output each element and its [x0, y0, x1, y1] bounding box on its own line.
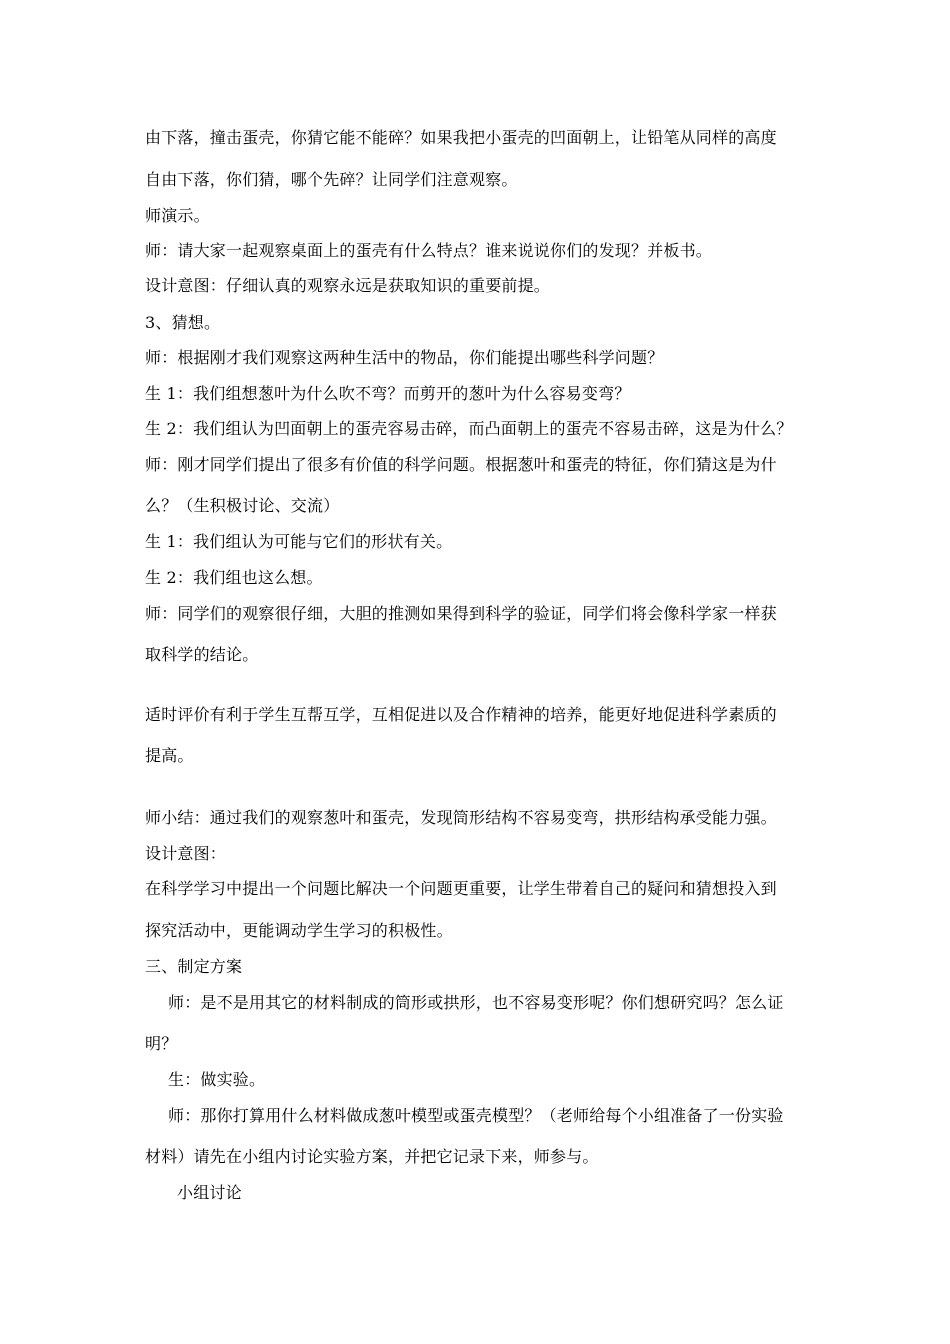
paragraph-line: 设计意图：仔细认真的观察永远是获取知识的重要前提。 — [145, 276, 551, 295]
paragraph-line: 小组讨论 — [177, 1183, 242, 1202]
section-heading: 三、制定方案 — [145, 957, 243, 976]
paragraph-line: 由下落，撞击蛋壳，你猜它能不能碎？如果我把小蛋壳的凹面朝上，让铅笔从同样的高度 — [145, 128, 777, 147]
paragraph-line: 提高。 — [145, 746, 194, 765]
paragraph-line: 生 2：我们组也这么想。 — [145, 568, 323, 587]
paragraph-line: 取科学的结论。 — [145, 645, 259, 664]
paragraph-line: 师：根据刚才我们观察这两种生活中的物品，你们能提出哪些科学问题？ — [145, 348, 664, 367]
paragraph-line: 师小结：通过我们的观察葱叶和蛋壳，发现筒形结构不容易变弯，拱形结构承受能力强。 — [145, 808, 777, 827]
paragraph-line: 生 1：我们组想葱叶为什么吹不弯？而剪开的葱叶为什么容易变弯？ — [145, 384, 631, 403]
paragraph-line: 生 2：我们组认为凹面朝上的蛋壳容易击碎，而凸面朝上的蛋壳不容易击碎，这是为什么？ — [145, 419, 793, 438]
paragraph-line: 自由下落，你们猜，哪个先碎？让同学们注意观察。 — [145, 170, 518, 189]
paragraph-line: 师：请大家一起观察桌面上的蛋壳有什么特点？谁来说说你们的发现？并板书。 — [145, 241, 713, 260]
paragraph-line: 生 1：我们组认为可能与它们的形状有关。 — [145, 532, 453, 551]
paragraph-line: 明？ — [145, 1034, 178, 1053]
paragraph-line: 么？（生积极讨论、交流） — [145, 496, 340, 515]
paragraph-line: 生：做实验。 — [168, 1070, 266, 1089]
paragraph-line: 师：同学们的观察很仔细，大胆的推测如果得到科学的验证，同学们将会像科学家一样获 — [145, 604, 777, 623]
paragraph-line: 师：是不是用其它的材料制成的筒形或拱形，也不容易变形呢？你们想研究吗？怎么证 — [168, 993, 784, 1012]
paragraph-line: 在科学学习中提出一个问题比解决一个问题更重要，让学生带着自己的疑问和猜想投入到 — [145, 879, 777, 898]
paragraph-line: 适时评价有利于学生互帮互学，互相促进以及合作精神的培养，能更好地促进科学素质的 — [145, 705, 777, 724]
paragraph-line: 设计意图： — [145, 844, 227, 863]
paragraph-line: 师：那你打算用什么材料做成葱叶模型或蛋壳模型？（老师给每个小组准备了一份实验 — [168, 1106, 784, 1125]
paragraph-line: 材料）请先在小组内讨论实验方案，并把它记录下来，师参与。 — [145, 1147, 599, 1166]
section-heading: 3、猜想。 — [145, 313, 221, 332]
paragraph-line: 探究活动中，更能调动学生学习的积极性。 — [145, 921, 453, 940]
paragraph-line: 师演示。 — [145, 206, 210, 225]
paragraph-line: 师：刚才同学们提出了很多有价值的科学问题。根据葱叶和蛋壳的特征，你们猜这是为什 — [145, 455, 777, 474]
